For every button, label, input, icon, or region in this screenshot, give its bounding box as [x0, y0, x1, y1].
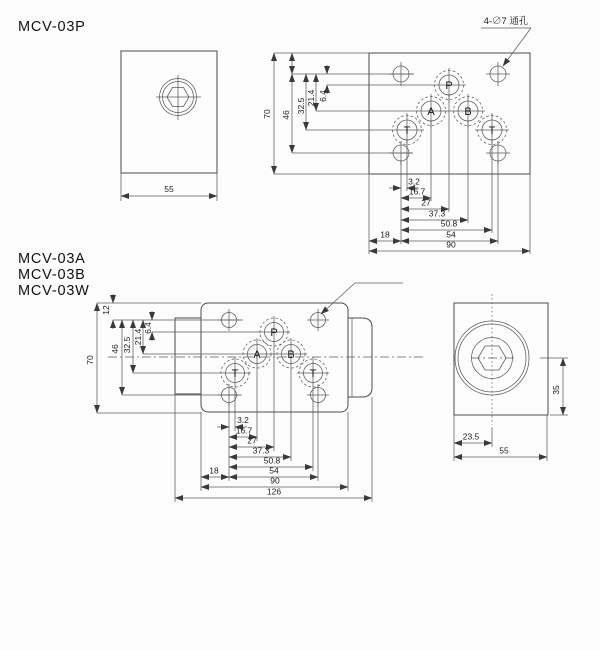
- dim-55: 55: [164, 184, 174, 194]
- port-T-left: [219, 357, 251, 389]
- dim-54: 54: [446, 229, 456, 240]
- port-P: [258, 316, 290, 348]
- dim-50-8: 50.8: [440, 218, 458, 229]
- dim-21-4: 21.4: [306, 89, 316, 107]
- dim-18: 18: [209, 465, 219, 476]
- dim-90: 90: [270, 475, 280, 486]
- mcv03abw-top-view: [85, 283, 424, 502]
- dim-3-2: 3.2: [237, 415, 249, 425]
- end-view-body: [454, 303, 548, 415]
- dim-6-4: 6.4: [143, 322, 153, 334]
- svg-text:T: T: [231, 367, 239, 380]
- svg-text:B: B: [287, 348, 295, 361]
- dim-12: 12: [101, 305, 111, 315]
- dim-32-5: 32.5: [122, 336, 132, 354]
- mounting-hole: [307, 309, 329, 331]
- dim-126: 126: [266, 486, 282, 497]
- vertical-dims: [262, 53, 328, 174]
- model-label-mcv-03b: MCV-03B: [18, 267, 86, 283]
- svg-text:A: A: [253, 348, 261, 361]
- dim-46: 46: [281, 110, 291, 120]
- port-A: [243, 338, 271, 370]
- mounting-hole: [389, 62, 413, 86]
- svg-text:T: T: [309, 367, 317, 380]
- dim-3-2: 3.2: [408, 176, 420, 187]
- mounting-hole: [218, 384, 240, 406]
- dim-70: 70: [262, 109, 272, 119]
- dim-6-4: 6.4: [318, 90, 328, 102]
- dim-35: 35: [551, 385, 561, 395]
- dim-23-5: 23.5: [462, 431, 480, 442]
- mounting-hole: [218, 309, 240, 331]
- svg-text:B: B: [464, 105, 472, 118]
- dim-37-3: 37.3: [428, 208, 446, 219]
- dim-50-8: 50.8: [263, 455, 281, 466]
- port-B: [277, 338, 305, 370]
- model-label-mcv-03a: MCV-03A: [18, 251, 86, 267]
- body-end-cap: [348, 318, 372, 397]
- hole-leader: [321, 283, 403, 314]
- extension-lines-left: [97, 303, 307, 413]
- model-label-mcv-03p: MCV-03P: [18, 19, 86, 35]
- dim-27: 27: [421, 197, 431, 208]
- dim-21-4: 21.4: [133, 328, 143, 346]
- svg-text:P: P: [445, 79, 453, 92]
- dim-55: 55: [499, 445, 509, 456]
- dim-16-7: 16.7: [408, 186, 426, 197]
- dim-70: 70: [85, 355, 95, 365]
- side-view-body: [121, 51, 217, 173]
- body-left-block: [175, 318, 201, 394]
- dim-27: 27: [247, 435, 257, 446]
- dim-16-7: 16.7: [235, 425, 253, 436]
- hole-callout: [481, 15, 531, 66]
- dim-37-3: 37.3: [252, 445, 270, 456]
- dim-54: 54: [269, 465, 279, 476]
- mcv03p-side-view: [121, 51, 217, 201]
- svg-text:T: T: [403, 124, 411, 137]
- mcv03p-face-view: [262, 15, 531, 254]
- port-T-right: [297, 357, 329, 389]
- dim-18: 18: [380, 229, 390, 240]
- horizontal-dims: [175, 348, 372, 502]
- dim-32-5: 32.5: [296, 97, 306, 115]
- mounting-hole: [307, 384, 329, 406]
- dim-46: 46: [110, 344, 120, 354]
- mcv03abw-end-view: [454, 294, 568, 461]
- svg-text:A: A: [427, 105, 435, 118]
- side-view-plug: [156, 75, 201, 120]
- side-view-width-dim: [121, 173, 217, 201]
- dim-90: 90: [446, 239, 456, 250]
- hole-callout-text: 4-∅7 通孔: [483, 16, 529, 27]
- model-label-mcv-03w: MCV-03W: [18, 283, 90, 299]
- svg-text:P: P: [270, 326, 278, 339]
- end-view-dims: [454, 358, 568, 461]
- body-face: [201, 303, 348, 412]
- mounting-hole: [486, 62, 510, 86]
- svg-text:T: T: [488, 124, 496, 137]
